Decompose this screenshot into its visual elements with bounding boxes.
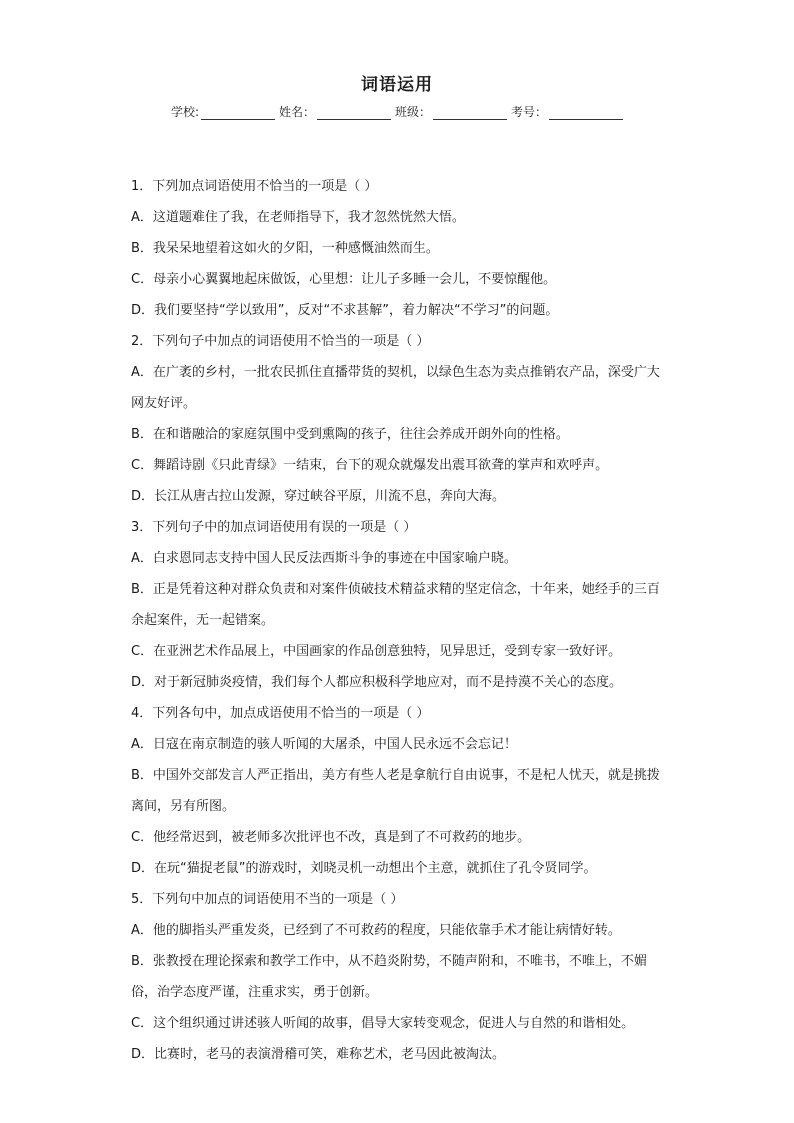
option-d[interactable]: D．我们要坚持“学以致用”，反对“不求甚解”，着力解决“不学习”的问题。 bbox=[131, 303, 559, 318]
option-d[interactable]: D．对于新冠肺炎疫情，我们每个人都应积极科学地应对，而不是持漠不关心的态度。 bbox=[131, 675, 623, 690]
question-stem: 4．下列各句中，加点成语使用不恰当的一项是（ ） bbox=[131, 706, 430, 721]
question-1 bbox=[131, 171, 663, 326]
option-b[interactable]: B．正是凭着这种对群众负责和对案件侦破技术精益求精的坚定信念，十年来，她经手的三百余起案件，无一起错案。 bbox=[131, 582, 660, 628]
school-blank[interactable] bbox=[201, 106, 275, 120]
question-stem: 3．下列句子中的加点词语使用有误的一项是（ ） bbox=[131, 520, 417, 535]
school-label: 学校: bbox=[170, 105, 199, 119]
option-d[interactable]: D．比赛时，老马的表演滑稽可笑，难称艺术，老马因此被淘汰。 bbox=[131, 1047, 506, 1062]
option-c[interactable]: C．在亚洲艺术作品展上，中国画家的作品创意独特，见异思迁，受到专家一致好评。 bbox=[131, 644, 622, 659]
question-5 bbox=[131, 884, 663, 1070]
option-c[interactable]: C．母亲小心翼翼地起床做饭，心里想：让儿子多睡一会儿，不要惊醒他。 bbox=[131, 272, 557, 287]
option-a[interactable]: A．他的脚指头严重发炎，已经到了不可救药的程度，只能依靠手术才能让病情好转。 bbox=[131, 923, 621, 938]
option-a[interactable]: A．日寇在南京制造的骇人听闻的大屠杀，中国人民永远不会忘记！ bbox=[131, 737, 517, 752]
option-b[interactable]: B．在和谐融洽的家庭氛围中受到熏陶的孩子，往往会养成开朗外向的性格。 bbox=[131, 427, 569, 442]
class-blank[interactable] bbox=[433, 106, 507, 120]
option-b[interactable]: B．我呆呆地望着这如火的夕阳，一种感慨油然而生。 bbox=[131, 241, 439, 256]
option-b[interactable]: B．中国外交部发言人严正指出，美方有些人老是拿航行自由说事，不是杞人忧天，就是挑拨离间，另有所图。 bbox=[131, 768, 660, 814]
student-info-line bbox=[0, 103, 794, 120]
option-c[interactable]: C．他经常迟到，被老师多次批评也不改，真是到了不可救药的地步。 bbox=[131, 830, 531, 845]
class-label: 班级： bbox=[395, 105, 432, 119]
page-title: 词语运用 bbox=[361, 75, 433, 95]
question-stem: 2．下列句子中加点的词语使用不恰当的一项是（ ） bbox=[131, 334, 430, 349]
question-stem: 1．下列加点词语使用不恰当的一项是（ ） bbox=[131, 179, 378, 194]
question-4 bbox=[131, 698, 663, 884]
name-field bbox=[279, 103, 391, 120]
question-2 bbox=[131, 326, 663, 512]
name-label: 姓名： bbox=[279, 105, 316, 119]
school-field bbox=[171, 103, 275, 120]
question-3 bbox=[131, 512, 663, 698]
exam-number-blank[interactable] bbox=[549, 106, 623, 120]
name-blank[interactable] bbox=[317, 106, 391, 120]
question-list bbox=[131, 171, 663, 1070]
option-c[interactable]: C．这个组织通过讲述骇人听闻的故事，倡导大家转变观念，促进人与自然的和谐相处。 bbox=[131, 1016, 635, 1031]
exam-number-label: 考号： bbox=[511, 105, 548, 119]
option-a[interactable]: A．白求恩同志支持中国人民反法西斯斗争的事迹在中国家喻户晓。 bbox=[131, 551, 517, 566]
option-a[interactable]: A．这道题难住了我，在老师指导下，我才忽然恍然大悟。 bbox=[131, 210, 465, 225]
exam-number-field bbox=[511, 103, 623, 120]
option-d[interactable]: D．在玩“猫捉老鼠”的游戏时，刘晓灵机一动想出个主意，就抓住了孔令贤同学。 bbox=[131, 861, 597, 876]
question-stem: 5．下列句中加点的词语使用不当的一项是（ ） bbox=[131, 892, 404, 907]
option-c[interactable]: C．舞蹈诗剧《只此青绿》一结束，台下的观众就爆发出震耳欲聋的掌声和欢呼声。 bbox=[131, 458, 609, 473]
option-a[interactable]: A．在广袤的乡村，一批农民抓住直播带货的契机，以绿色生态为卖点推销农产品，深受广大网友好评。 bbox=[131, 365, 660, 411]
option-b[interactable]: B．张教授在理论探索和教学工作中，从不趋炎附势，不随声附和，不唯书，不唯上，不媚俗，治学态度严谨，注重求实，勇于创新。 bbox=[131, 954, 647, 1000]
option-d[interactable]: D．长江从唐古拉山发源，穿过峡谷平原，川流不息，奔向大海。 bbox=[131, 489, 506, 504]
class-field bbox=[395, 103, 507, 120]
